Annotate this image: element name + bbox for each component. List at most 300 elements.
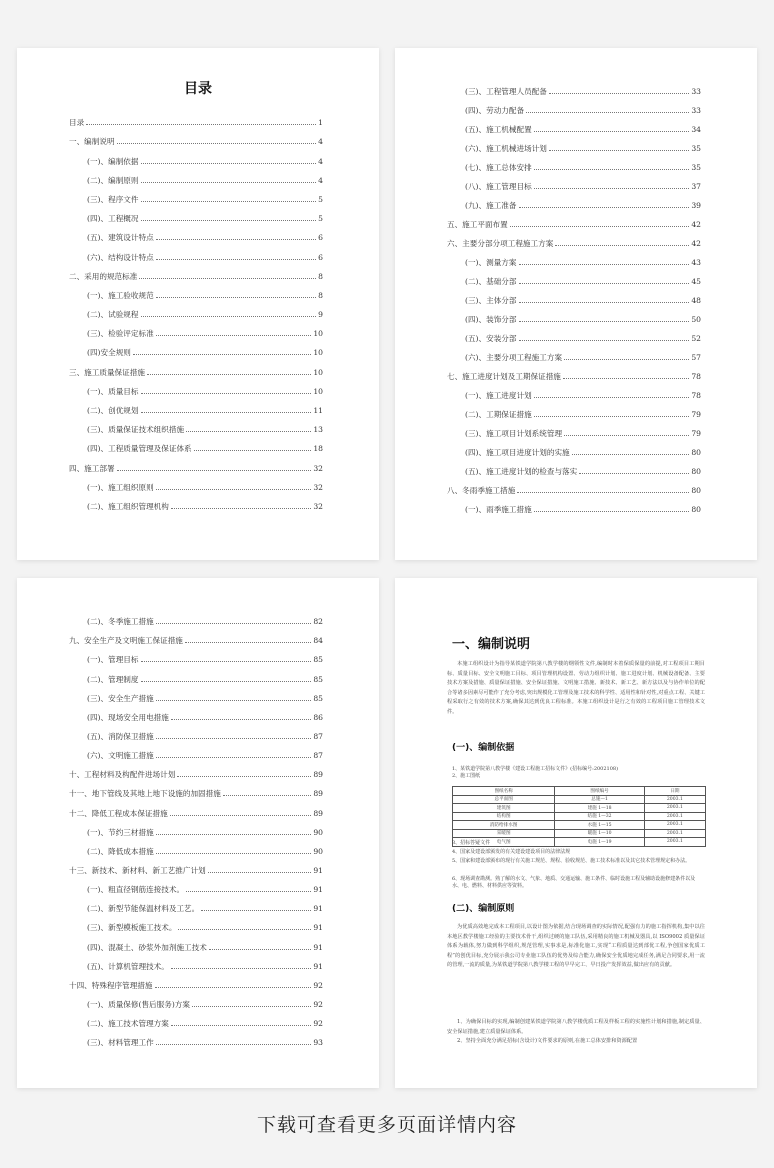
toc-page-number: 42 (691, 220, 701, 229)
toc-entry[interactable] (69, 396, 323, 415)
toc-leader-dots (139, 278, 316, 279)
toc-entry[interactable] (447, 267, 701, 286)
toc-page-number: 10 (313, 329, 323, 339)
toc-page-number: 79 (691, 410, 701, 419)
toc-entry[interactable] (447, 134, 701, 153)
table-row (453, 829, 706, 838)
toc-entry-text: (一)、管理目标 (87, 655, 139, 665)
toc-leader-dots (156, 335, 312, 336)
toc-page-number: 11 (313, 406, 323, 415)
toc-entry-text: (四)、施工项目进度计划的实施 (465, 448, 570, 457)
toc-leader-dots (141, 412, 312, 413)
toc-leader-dots (171, 508, 311, 509)
table-cell: 建筑图 (453, 804, 555, 813)
toc-page-number: 43 (691, 258, 701, 267)
toc-entry-text: (三)、质量保证技术组织措施 (87, 425, 185, 435)
toc-entry-text: 十一、地下管线及其地上地下设施的加固措施 (69, 789, 221, 799)
toc-leader-dots (534, 511, 690, 512)
toc-leader-dots (141, 163, 317, 164)
drawings-table (452, 786, 706, 847)
toc-page-number: 52 (691, 334, 701, 343)
toc-leader-dots (156, 700, 312, 701)
toc-entry-text: (三)、工程管理人员配备 (465, 87, 547, 96)
table-cell: 结施 1—32 (555, 812, 645, 821)
toc-leader-dots (156, 757, 312, 758)
table-cell: 水施 1—15 (555, 821, 645, 830)
toc-leader-dots (526, 112, 689, 113)
toc-leader-dots (141, 681, 312, 682)
toc-leader-dots (549, 150, 689, 151)
table-cell: 结构图 (453, 812, 555, 821)
toc-leader-dots (519, 264, 690, 265)
toc-entry[interactable] (69, 722, 323, 741)
basis-item: 2、施工图纸 (452, 773, 481, 779)
toc-page-number: 90 (313, 827, 323, 837)
toc-page-number: 9 (318, 310, 323, 320)
toc-entry[interactable] (447, 229, 701, 248)
basis-item: 3、招标答疑文件 (452, 840, 491, 846)
toc-entry-text: (三)、安全生产措施 (87, 693, 154, 703)
toc-entry[interactable] (69, 281, 323, 300)
toc-leader-dots (534, 169, 690, 170)
toc-entry-text: (六)、主要分项工程施工方案 (465, 353, 563, 362)
table-row (453, 821, 706, 830)
toc-entry[interactable] (69, 242, 323, 261)
basis-item: 5、国家和建设部颁布的现行有关施工规范、规程、验收规范、施工技术标准以及其它技术管理规定和办法。 (452, 858, 691, 864)
toc-page-number: 86 (313, 712, 323, 722)
toc-page-number: 4 (318, 175, 323, 185)
toc-entry[interactable] (447, 153, 701, 172)
toc-page-number: 87 (313, 751, 323, 761)
toc-entry-text: (六)、施工机械进场计划 (465, 144, 547, 153)
toc-entry-text: (一)、编制依据 (87, 156, 139, 166)
table-cell: 2003.1 (644, 812, 705, 821)
toc-title: 目录 (184, 81, 212, 97)
table-cell: 电气图 (453, 838, 555, 847)
toc-entry-text: 七、施工进度计划及工期保证措施 (447, 372, 561, 381)
toc-entry[interactable] (69, 875, 323, 894)
toc-page-number: 8 (318, 290, 323, 300)
toc-entry[interactable] (447, 248, 701, 267)
toc-entry[interactable] (447, 305, 701, 324)
toc-entry[interactable] (447, 362, 701, 381)
table-header-cell: 日期 (644, 787, 705, 796)
table-of-contents (447, 77, 701, 514)
table-of-contents (69, 108, 323, 511)
toc-entry[interactable] (69, 856, 323, 875)
toc-entry[interactable] (69, 971, 323, 990)
toc-entry[interactable] (69, 837, 323, 856)
toc-entry[interactable] (69, 607, 323, 626)
toc-leader-dots (141, 316, 317, 317)
toc-page-number: 18 (313, 444, 323, 454)
toc-leader-dots (519, 321, 690, 322)
toc-entry-text: (二)、新型节能保温材料及工艺。 (87, 904, 200, 914)
toc-entry-text: (四)、现场安全用电措施 (87, 712, 169, 722)
toc-page-number: 91 (313, 961, 323, 971)
table-row (453, 804, 706, 813)
toc-leader-dots (208, 872, 312, 873)
toc-entry-text: (三)、施工项目计划系统管理 (465, 429, 563, 438)
toc-page-number: 4 (318, 137, 323, 147)
toc-entry[interactable] (447, 495, 701, 514)
toc-entry-text: 八、冬雨季施工措施 (447, 486, 516, 495)
table-cell: 总施—1 (555, 795, 645, 804)
section-heading: 一、编制说明 (452, 637, 531, 652)
toc-page-number: 78 (691, 372, 701, 381)
toc-page-number: 4 (318, 156, 323, 166)
table-cell: 消防给排水图 (453, 821, 555, 830)
toc-entry[interactable] (69, 300, 323, 319)
toc-entry[interactable] (447, 172, 701, 191)
toc-leader-dots (549, 93, 689, 94)
toc-entry-text: 十三、新技术、新材料、新工艺推广计划 (69, 865, 206, 875)
toc-leader-dots (194, 450, 312, 451)
table-of-contents (69, 607, 323, 1047)
toc-entry[interactable] (69, 741, 323, 760)
toc-leader-dots (519, 207, 690, 208)
toc-entry-text: (五)、建筑设计特点 (87, 233, 154, 243)
toc-leader-dots (519, 283, 690, 284)
toc-leader-dots (534, 416, 690, 417)
toc-page-number: 87 (313, 731, 323, 741)
toc-entry[interactable] (69, 108, 323, 127)
toc-entry[interactable] (447, 96, 701, 115)
toc-entry[interactable] (447, 286, 701, 305)
intro-paragraph: 本施工组织设计为指导某铁道学院第八教学楼的纲领性文件,编制时本着保质保量的前提,对工程项目工期目标、质量目标、安全文明施工目标、项目管理机构设置、劳动力组织计划、施工进度计划、机械设备配备、主要技术方案及措施、质量保证措施、安全保证措施、文明施工措施、新技术、新工艺、新方法以及与协作单位的配合等诸多因素尽可能作了充分考虑,突出规模化工管理及施工技术的科学性、适用性和针对性,对重点工程、关键工程采取行之有效的技术方案,确保其达到优良工程标准。本施工组织设计是行之有效的工程项目施工管理技术文件。 (447, 661, 705, 715)
toc-entry-text: (三)、检验评定标准 (87, 329, 154, 339)
toc-entry[interactable] (69, 473, 323, 492)
table-body (453, 795, 706, 846)
toc-leader-dots (534, 188, 690, 189)
toc-entry-text: (一)、施工验收规范 (87, 290, 154, 300)
toc-entry[interactable] (69, 818, 323, 837)
toc-entry-text: (一)、施工组织原则 (87, 482, 154, 492)
toc-page-number: 6 (318, 233, 323, 243)
toc-entry-text: (五)、计算机管理技术。 (87, 961, 169, 971)
table-row (453, 795, 706, 804)
toc-page-number: 8 (318, 271, 323, 281)
toc-leader-dots (510, 226, 690, 227)
subsection-heading: (一)、编制依据 (452, 743, 515, 753)
toc-page-number: 42 (691, 239, 701, 248)
toc-entry-text: (五)、施工机械配置 (465, 125, 532, 134)
table-cell: 2003.1 (644, 821, 705, 830)
toc-leader-dots (517, 492, 689, 493)
toc-leader-dots (156, 297, 316, 298)
toc-entry[interactable] (69, 703, 323, 722)
toc-entry[interactable] (447, 419, 701, 438)
toc-entry-text: (一)、节约三材措施 (87, 827, 154, 837)
toc-entry-text: (二)、施工组织管理机构 (87, 501, 169, 511)
toc-page-number: 91 (313, 904, 323, 914)
toc-entry[interactable] (447, 115, 701, 134)
toc-entry-text: (四)、混凝土、砂浆外加剂施工技术 (87, 942, 207, 952)
toc-entry-text: (一)、粗直径钢筋连接技术。 (87, 885, 185, 895)
toc-page-number: 35 (691, 144, 701, 153)
toc-entry-text: (三)、主体分部 (465, 296, 517, 305)
basis-item: 4、国家及建设部颁发的有关建设建设项目的法律法规 (452, 849, 571, 855)
toc-entry-text: (四)、劳动力配备 (465, 106, 525, 115)
toc-page-number: 92 (313, 999, 323, 1009)
toc-page-number: 33 (691, 106, 701, 115)
toc-leader-dots (155, 987, 312, 988)
toc-page-number: 82 (313, 617, 323, 627)
toc-page-number: 91 (313, 923, 323, 933)
table-cell: 2003.1 (644, 804, 705, 813)
toc-page-number: 79 (691, 429, 701, 438)
toc-leader-dots (86, 124, 316, 125)
toc-leader-dots (563, 378, 689, 379)
toc-entry-text: (六)、结构设计特点 (87, 252, 154, 262)
toc-page-number: 48 (691, 296, 701, 305)
toc-entry[interactable] (69, 779, 323, 798)
toc-page-number: 32 (313, 501, 323, 511)
toc-page-number: 37 (691, 182, 701, 191)
toc-leader-dots (141, 182, 317, 183)
toc-entry[interactable] (447, 324, 701, 343)
table-cell: 2003.1 (644, 838, 705, 847)
toc-page-number: 10 (313, 348, 323, 358)
table-cell: 电施 1—19 (555, 838, 645, 847)
toc-entry[interactable] (69, 377, 323, 396)
toc-entry[interactable] (447, 191, 701, 210)
toc-leader-dots (177, 776, 311, 777)
toc-leader-dots (156, 1044, 312, 1045)
toc-leader-dots (141, 661, 312, 662)
toc-entry-text: (九)、施工准备 (465, 201, 517, 210)
toc-page-number: 10 (313, 386, 323, 396)
toc-entry[interactable] (447, 77, 701, 96)
toc-leader-dots (186, 891, 311, 892)
toc-entry-text: (六)、文明施工措施 (87, 751, 154, 761)
toc-entry[interactable] (69, 913, 323, 932)
toc-leader-dots (117, 470, 312, 471)
toc-entry[interactable] (447, 400, 701, 419)
subsection-heading: (二)、编制原则 (452, 904, 515, 914)
toc-entry-text: (二)、试验规程 (87, 310, 139, 320)
toc-entry[interactable] (69, 760, 323, 779)
toc-entry-text: (二)、基础分部 (465, 277, 517, 286)
table-cell: 2003.1 (644, 795, 705, 804)
toc-page-number: 13 (313, 425, 323, 435)
toc-entry[interactable] (69, 223, 323, 242)
toc-page-number: 91 (313, 942, 323, 952)
toc-entry-text: 六、主要分部分项工程施工方案 (447, 239, 554, 248)
toc-leader-dots (209, 949, 311, 950)
toc-page-number: 89 (313, 808, 323, 818)
toc-entry-text: (八)、施工管理目标 (465, 182, 532, 191)
toc-leader-dots (141, 201, 317, 202)
toc-entry-text: (三)、材料管理工作 (87, 1038, 154, 1048)
toc-leader-dots (555, 245, 689, 246)
toc-page-number: 1 (318, 118, 323, 128)
toc-entry-text: (一)、施工进度计划 (465, 391, 532, 400)
toc-entry[interactable] (69, 1028, 323, 1047)
document-page-2 (395, 48, 757, 560)
toc-page-number: 85 (313, 655, 323, 665)
toc-entry-text: 一、编制说明 (69, 137, 115, 147)
toc-entry-text: 三、施工质量保证措施 (69, 367, 145, 377)
toc-leader-dots (170, 815, 312, 816)
toc-leader-dots (156, 239, 316, 240)
toc-entry-text: (二)、管理制度 (87, 674, 139, 684)
toc-entry-text: 二、采用的规范标准 (69, 271, 138, 281)
toc-entry-text: (四)、工程质量管理及保证体系 (87, 444, 192, 454)
principle-item: 1、为确保目标的实现,编制创建某铁道学院第八教学楼优质工程及样板工程的实施性计划和措施,制定质量、安全保证措施,建立质量保证体系。 (447, 1019, 705, 1035)
toc-entry[interactable] (447, 343, 701, 362)
document-page-4 (395, 578, 757, 1088)
toc-leader-dots (133, 354, 311, 355)
toc-page-number: 5 (318, 214, 323, 224)
toc-entry[interactable] (69, 932, 323, 951)
toc-leader-dots (201, 910, 311, 911)
table-row (453, 812, 706, 821)
toc-entry[interactable] (69, 146, 323, 165)
toc-leader-dots (564, 359, 689, 360)
toc-leader-dots (178, 929, 311, 930)
toc-page-number: 90 (313, 846, 323, 856)
toc-entry[interactable] (69, 798, 323, 817)
toc-entry-text: (三)、程序文件 (87, 194, 139, 204)
toc-entry-text: 十四、特殊程序管理措施 (69, 980, 153, 990)
table-header-cell: 图纸编号 (555, 787, 645, 796)
toc-entry[interactable] (69, 990, 323, 1009)
toc-entry-text: (五)、消防保卫措施 (87, 731, 154, 741)
toc-leader-dots (156, 853, 312, 854)
toc-page-number: 35 (691, 163, 701, 172)
toc-leader-dots (156, 623, 312, 624)
toc-page-number: 32 (313, 463, 323, 473)
table-header-row (453, 787, 706, 796)
toc-leader-dots (156, 489, 312, 490)
toc-page-number: 50 (691, 315, 701, 324)
toc-entry[interactable] (69, 626, 323, 645)
toc-page-number: 93 (313, 1038, 323, 1048)
toc-leader-dots (534, 397, 690, 398)
toc-entry[interactable] (69, 319, 323, 338)
table-header-cell: 图纸名称 (453, 787, 555, 796)
toc-leader-dots (192, 1006, 311, 1007)
toc-page-number: 80 (691, 448, 701, 457)
toc-page-number: 45 (691, 277, 701, 286)
toc-entry-text: (四)安全规则 (87, 348, 131, 358)
table-cell: 2003.1 (644, 829, 705, 838)
toc-entry[interactable] (69, 262, 323, 281)
toc-leader-dots (141, 220, 317, 221)
toc-entry-text: (二)、冬季施工措施 (87, 617, 154, 627)
toc-entry[interactable] (69, 415, 323, 434)
toc-entry-text: (五)、施工进度计划的检查与落实 (465, 467, 578, 476)
table-cell: 建施 1—18 (555, 804, 645, 813)
toc-entry-text: (一)、质量保修(售后服务)方案 (87, 999, 190, 1009)
toc-entry-text: (四)、装饰分部 (465, 315, 517, 324)
toc-entry[interactable] (69, 166, 323, 185)
toc-entry[interactable] (69, 185, 323, 204)
toc-entry[interactable] (69, 492, 323, 511)
toc-entry[interactable] (69, 894, 323, 913)
toc-leader-dots (534, 131, 690, 132)
toc-entry[interactable] (69, 127, 323, 146)
toc-entry-text: (二)、编制原则 (87, 175, 139, 185)
toc-leader-dots (156, 259, 316, 260)
toc-entry[interactable] (69, 645, 323, 664)
toc-entry-text: 十、工程材料及构配件进场计划 (69, 770, 176, 780)
toc-page-number: 92 (313, 980, 323, 990)
toc-page-number: 80 (691, 505, 701, 514)
toc-entry-text: (二)、降低成本措施 (87, 846, 154, 856)
toc-page-number: 6 (318, 252, 323, 262)
toc-leader-dots (519, 340, 690, 341)
download-prompt: 下载可查看更多页面详情内容 (256, 1114, 517, 1136)
toc-entry[interactable] (69, 952, 323, 971)
toc-page-number: 80 (691, 486, 701, 495)
table-cell: 采暖图 (453, 829, 555, 838)
principle-paragraph: 为优质高效地完成本工程项目,以设计图为依据,结合现场调查的实际情况,配强有力的施工指挥机构,集中以往本地区教学楼施工经验的主要技术骨干,组织过硬的施工队伍,采用精良的施工机械及器具,以 ISO9002 质量保证体系为载体,努力做到科学组织,规范管理,实事求是,标准化施工,实现“工程质量达到部优工程,争创国家优质工程”的创优目标,充分展示我公司专业施工队伍的优势及综合能力,确保安全优质地完成任务,满足合同要求,用一流的管理,一流的质量,为某铁道学院第八教学楼工程的早早完工、早日投产发挥效益,做出应有的贡献。 (447, 924, 705, 969)
toc-page-number: 34 (691, 125, 701, 134)
toc-leader-dots (564, 435, 689, 436)
toc-entry[interactable] (447, 381, 701, 400)
toc-entry[interactable] (69, 204, 323, 223)
principle-item: 2、坚持全面充分满足招标(含设计)文件要求的原则,在施工总体安排和资源配置 (457, 1038, 638, 1044)
toc-entry-text: (五)、安装分部 (465, 334, 517, 343)
toc-page-number: 91 (313, 865, 323, 875)
toc-leader-dots (223, 795, 311, 796)
toc-page-number: 85 (313, 674, 323, 684)
toc-entry[interactable] (69, 1009, 323, 1028)
toc-entry[interactable] (69, 338, 323, 357)
toc-page-number: 10 (313, 367, 323, 377)
toc-page-number: 84 (313, 636, 323, 646)
toc-page-number: 32 (313, 482, 323, 492)
toc-entry-text: (一)、测量方案 (465, 258, 517, 267)
document-page-3 (17, 578, 379, 1088)
toc-leader-dots (171, 719, 311, 720)
toc-page-number: 89 (313, 770, 323, 780)
toc-entry-text: (七)、施工总体安排 (465, 163, 532, 172)
toc-entry-text: 五、施工平面布置 (447, 220, 508, 229)
toc-entry[interactable] (447, 438, 701, 457)
toc-entry-text: 目录 (69, 118, 85, 128)
toc-entry[interactable] (447, 457, 701, 476)
toc-entry-text: (二)、创优规划 (87, 406, 139, 415)
toc-entry[interactable] (69, 357, 323, 376)
toc-entry-text: 九、安全生产及文明施工保证措施 (69, 636, 183, 646)
toc-page-number: 57 (691, 353, 701, 362)
toc-page-number: 91 (313, 885, 323, 895)
toc-leader-dots (579, 473, 689, 474)
toc-page-number: 33 (691, 87, 701, 96)
toc-leader-dots (171, 968, 311, 969)
toc-entry[interactable] (69, 453, 323, 472)
toc-leader-dots (572, 454, 690, 455)
toc-leader-dots (156, 834, 312, 835)
toc-entry[interactable] (447, 476, 701, 495)
toc-leader-dots (186, 431, 311, 432)
table-cell: 总平面图 (453, 795, 555, 804)
toc-leader-dots (171, 1025, 311, 1026)
toc-entry[interactable] (447, 210, 701, 229)
toc-leader-dots (117, 143, 317, 144)
toc-leader-dots (519, 302, 690, 303)
toc-entry[interactable] (69, 434, 323, 453)
toc-leader-dots (147, 374, 311, 375)
toc-entry[interactable] (69, 664, 323, 683)
toc-entry-text: (二)、施工技术管理方案 (87, 1019, 169, 1029)
toc-entry[interactable] (69, 684, 323, 703)
basis-item: 1、某铁道学院第八教学楼《建设工程施工招标文件》(招标编号:2002108) (452, 766, 619, 772)
toc-page-number: 39 (691, 201, 701, 210)
